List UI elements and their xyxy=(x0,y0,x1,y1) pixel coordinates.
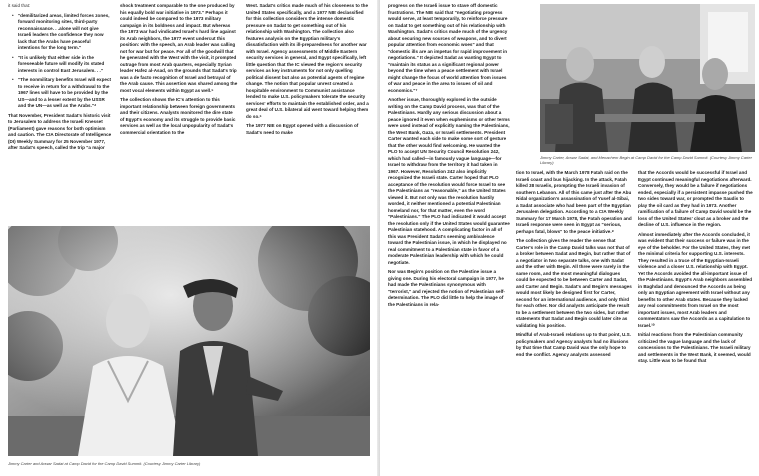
left-column-2 xyxy=(120,3,238,206)
paragraph: The collection shows the IC's attention to this important relationship between foreign governments and their citizens. Analysts monitored the dire state of Egypt's economy and its struggle to provide basic services as well as the local unpopularity of Sadat's commercial orientation to the xyxy=(120,97,236,135)
right-column-3 xyxy=(638,170,754,472)
paragraph: Almost immediately after the Accords concluded, it was evident that their success or failure was in the eye of the beholder. For the United States, they met the minimal criteria for supporting U.S. interests. They resulted in a truce of the Egyptian-Israeli violence and a closer U.S. relationship with Egypt. Yet the Accords avoided the all-important issue of the Palestinians. Egypt's Arab neighbors assembled in Baghdad and denounced the Accords as being only an Egyptian agreement with Israel without any benefits to other Arab states. Because they lacked any real commitments from Israel on the most important issues, most Arab leaders and commentators saw the Accords as a capitulation to Israel.¹⁰ xyxy=(638,231,753,328)
paragraph: Another issue, thoroughly explored in the outside writing on the Camp David process, was that of the Palestinians. Hardly any serious discussion about a peace ignored it even when euphemisms or other terms were used instead of explicitly naming the Palestinians, the West Bank, Gaza, or Israeli settlements. President Carter wanted each side to make some sort of gesture that the other would find welcoming. He wanted the PLO to accept UN Security Council Resolution 242, which had called—in famously vague language—for Israel to withdraw from the territory it had taken in 1967. However, Resolution 242 also implicitly recognized the Israeli state. Carter hoped that PLO acceptance of the resolution would force Israel to see the Palestinians as "reasonable," as the United States viewed it. But not only was the resolution hastily worded, it neither mentioned a potential Palestinian homeland nor, for that matter, even the word "Palestinians." The PLO had indicated it would accept the resolution only if the United States would guarantee Palestinian statehood. A complicating factor in all of this was President Sadat's seeming ambivalence toward the Palestinian issue, in which he displayed no real commitment to a Palestinian state in favor of a moderate Palestinian leadership with which he could negotiate. xyxy=(388,97,510,265)
right-column-2 xyxy=(516,170,632,472)
paragraph: progress on the Israeli issue to stave off domestic frustrations. The NIE said that "negotiating progress would serve, at least temporarily, to reinforce pressure on Sadat to get something out of his relationship with Washington. Sadat's critics made much of the urgency about securing new sources of weapons, and to divert popular attention from economic woes" and that "domestic ills are an impetus for rapid improvement in negotiations." It depicted Sadat as wanting Egypt to "maintain its status as a significant regional power beyond the time when a peace settlement with Israel might change the focus of world attention from issues of war and peace in the area to issues of oil and economics."⁷ xyxy=(388,3,508,93)
right-page xyxy=(380,0,759,476)
left-column-1 xyxy=(8,3,112,206)
paragraph: Mindful of Arab-Israeli relations up to that point, U.S. policymakers and Agency analysts had no illusions by that time that Camp David was the only hope to end the conflict. Agency analysts assessed xyxy=(516,332,631,357)
photo-carter-sadat-begin-image xyxy=(540,4,755,152)
quote-item: • "It is unlikely that either side in the foreseeable future will modify its stated interests in control East Jerusalem. . ." xyxy=(14,55,112,75)
paragraph: shock treatment comparable to the one produced by his equally bold war initiative in 1973." Perhaps it could indeed be compared to the 1973 military campaign in its boldness and impact. But whereas the 1973 war had vindicated Israel's hard line against its Arab neighbors, the 1977 event undercut this position: with the speech, an Arab leader was calling not for war but for peace. For all of the goodwill that he generated with the West with the visit, it prompted outrage from most Arab quarters, especially Syrian leader Hafez al-Asad, on the grounds that Sadat's trip was a de facto recognition of Israel and betrayal of the Arab cause. This assertion was shared among the most vocal elements within Egypt as well.⁵ xyxy=(120,3,238,93)
photo-caption: Jimmy Carter and Anwar Sadat at Camp David for the Camp David Summit. (Courtesy Jimmy Carter Library) xyxy=(8,461,201,466)
paragraph: The collection gives the reader the sense that Carter's role in the Camp David talks was not that of a broker between Sadat and Begin, but rather that of a negotiator in two separate talks, one with Sadat and the other with Begin. All three were rarely in the same room, and the most meaningful dialogues could be expected to be between Carter and Sadat, and Carter and Begin. Sadat's and Begin's messages would most likely be designed first for Carter, second for an international audience, and only third for each other. Nor did analysts anticipate the result to be a settlement between the two sides, but rather statements that Sadat and Begin could later cite as validating his position. xyxy=(516,238,632,328)
photo-carter-sadat-image xyxy=(8,226,370,456)
quote-item: • "demilitarized areas, limited forces zones, forward monitoring sites, third-party reconnaissance. . .alone will not give Israeli leaders the confidence they now lack that the Arabs have peaceful intentions for the long term." xyxy=(14,13,112,52)
paragraph: West. Sadat's critics made much of his closeness to the United States specifically, and a 1977 NIE declassified for this collection considers the intense domestic pressure on Sadat to get something out of his relationship with Washington. The collection also features analysis on the Egyptian military's dissatisfaction with its ill-preparedness for another war with Israel. Agency assessments of Middle Eastern security services in general, and Egypt specifically, left little question that the IC viewed the region's security services as key instruments for not only quelling political dissent but also as potential agents of regime change. The notion that popular unrest created a hospitable environment to Communist assistance lended to make U.S. policymakers tolerate the security services' efforts to maintain the established order, and a great deal of U.S. bilateral aid went toward helping them do so.⁶ xyxy=(246,3,369,119)
paragraph: tion to Israel, with the March 1978 Fatah raid on the Israeli coast and bus hijacking. In the attack, Fatah killed 38 Israelis, prompting the Israeli invasion of southern Lebanon. All of this came just after the Abu Nidal organization's assassination of Yusef al-Sibai, a Sadat associate who had been part of the Egyptian Jerusalem delegation. According to a CIA Weekly Summary for 17 March 1978, the Fatah operation and Israeli response were seen in Egypt as "serious, perhaps fatal, blows" to the peace initiative.⁸ xyxy=(516,170,632,234)
photo-carter-sadat-begin xyxy=(540,4,755,152)
paragraph: That November, President Sadat's historic visit to Jerusalem to address the Israeli Knesset (Parliament) gave reasons for both optimism and caution. The CIA Directorate of Intelligence (DI) Weekly Summary for 25 November 1977, after Sadat's speech, called the trip "a major xyxy=(8,112,112,150)
quote-list xyxy=(8,13,112,110)
left-column-3 xyxy=(246,3,370,206)
right-column-1 xyxy=(388,3,510,471)
paragraph: Nor was Begin's position on the Palestine issue a giving one. During his electoral campaign in 1977, he had made the Palestinians synonymous with "terrorist," and rejected the notion of Palestinian self-determination. The PLO did little to help the image of the Palestinians in rela- xyxy=(388,269,505,307)
paragraph: Initial reactions from the Palestinian community criticized the vague language and the lack of concessions to the Palestinians. The Israeli military and settlements in the West Bank, it seemed, would stay. Little was to be found that xyxy=(638,332,751,363)
lead-text: it said that: xyxy=(8,3,31,8)
photo-carter-sadat xyxy=(8,226,370,456)
quote-item: • "The nonmilitary benefits Israel will expect to receive in return for a withdrawal to the 1967 lines will have to be provided by the US—and to a lesser extent by the USSR and the UN—as well as the Arabs."⁴ xyxy=(14,77,112,110)
photo-caption: Jimmy Carter, Anwar Sadat, and Menachem Begin at Camp David for the Camp David Summit. (Courtesy Jimmy Carter Library) xyxy=(540,155,752,165)
paragraph: that the Accords would be successful if Israel and Egypt continued meaningful negotiations afterward. Conversely, they would be a failure if negotiations ended, especially if a persistent impasse pushed the two sides toward war, or prompted the Saudis to play the oil card as they had in 1973. Another ramification of a failure of Camp David would be the loss of the United States' clout as a broker and the decline of U.S. influence in the region. xyxy=(638,170,753,227)
paragraph: The 1977 NIE on Egypt opened with a discussion of Sadat's need to make xyxy=(246,123,359,135)
